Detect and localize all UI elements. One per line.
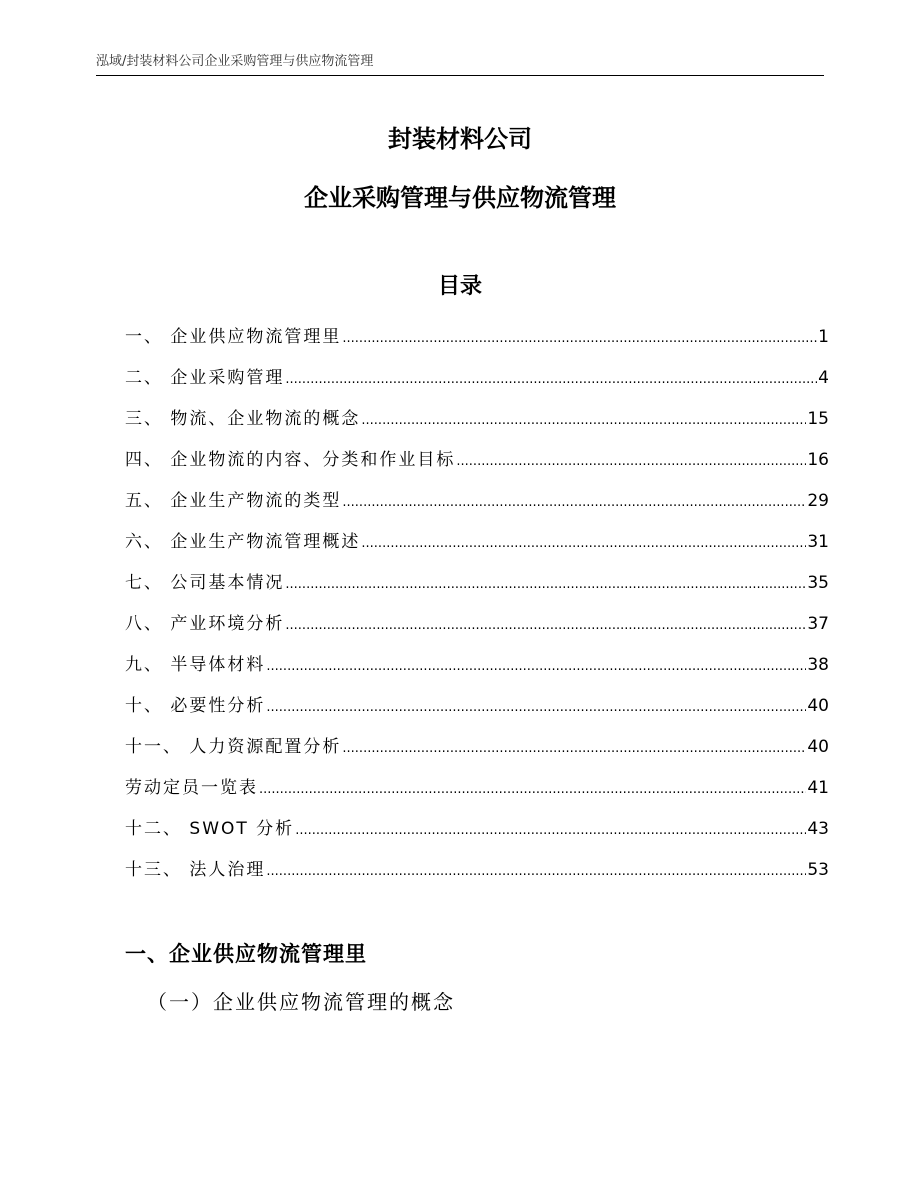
toc-entry-page: 1 <box>818 327 829 347</box>
toc-entry[interactable] <box>125 650 829 691</box>
toc-dot-leader <box>259 775 806 805</box>
toc-entry-page: 53 <box>807 860 829 880</box>
toc-dot-leader <box>342 488 806 518</box>
table-of-contents <box>125 322 829 896</box>
toc-entry[interactable] <box>125 691 829 732</box>
toc-entry[interactable] <box>125 486 829 527</box>
toc-entry-page: 43 <box>807 819 829 839</box>
toc-dot-leader <box>266 652 806 682</box>
toc-entry-title: 十二、 SWOT 分析 <box>125 819 295 839</box>
running-header: 泓域/封装材料公司企业采购管理与供应物流管理 <box>96 54 374 69</box>
toc-dot-leader <box>456 447 806 477</box>
toc-entry-title: 三、 物流、企业物流的概念 <box>125 409 361 429</box>
toc-entry[interactable] <box>125 322 829 363</box>
toc-entry-page: 15 <box>807 409 829 429</box>
toc-entry-page: 4 <box>818 368 829 388</box>
toc-entry-page: 35 <box>807 573 829 593</box>
document-title-line2: 企业采购管理与供应物流管理 <box>304 184 616 212</box>
toc-entry[interactable] <box>125 609 829 650</box>
toc-entry[interactable] <box>125 363 829 404</box>
toc-dot-leader <box>285 611 806 641</box>
section-heading: 一、企业供应物流管理里 <box>125 942 367 966</box>
toc-entry[interactable] <box>125 404 829 445</box>
toc-dot-leader <box>342 324 817 354</box>
toc-dot-leader <box>285 570 806 600</box>
toc-entry-page: 38 <box>807 655 829 675</box>
toc-entry-title: 十三、 法人治理 <box>125 860 266 880</box>
toc-entry-title: 九、 半导体材料 <box>125 655 266 675</box>
toc-dot-leader <box>342 734 806 764</box>
toc-dot-leader <box>295 816 806 846</box>
toc-dot-leader <box>285 365 817 395</box>
toc-entry-page: 31 <box>807 532 829 552</box>
toc-heading: 目录 <box>437 274 482 299</box>
header-divider <box>96 75 824 76</box>
toc-entry-page: 40 <box>807 737 829 757</box>
toc-dot-leader <box>361 406 806 436</box>
toc-entry[interactable] <box>125 445 829 486</box>
toc-dot-leader <box>266 857 806 887</box>
toc-dot-leader <box>266 693 806 723</box>
toc-entry-title: 劳动定员一览表 <box>125 778 258 798</box>
toc-entry[interactable] <box>125 773 829 814</box>
toc-entry-title: 一、 企业供应物流管理里 <box>125 327 342 347</box>
toc-entry-title: 四、 企业物流的内容、分类和作业目标 <box>125 450 456 470</box>
toc-entry[interactable] <box>125 568 829 609</box>
toc-entry-page: 41 <box>807 778 829 798</box>
toc-entry-title: 六、 企业生产物流管理概述 <box>125 532 361 552</box>
toc-entry-page: 40 <box>807 696 829 716</box>
toc-entry-page: 29 <box>807 491 829 511</box>
toc-entry[interactable] <box>125 855 829 896</box>
toc-entry[interactable] <box>125 527 829 568</box>
toc-dot-leader <box>361 529 806 559</box>
subsection-heading: （一）企业供应物流管理的概念 <box>147 990 455 1014</box>
toc-entry[interactable] <box>125 732 829 773</box>
toc-entry-title: 十一、 人力资源配置分析 <box>125 737 342 757</box>
toc-entry-page: 37 <box>807 614 829 634</box>
toc-entry-title: 二、 企业采购管理 <box>125 368 285 388</box>
toc-entry-title: 十、 必要性分析 <box>125 696 266 716</box>
document-title-line1: 封装材料公司 <box>388 125 532 153</box>
toc-entry-page: 16 <box>807 450 829 470</box>
toc-entry[interactable] <box>125 814 829 855</box>
toc-entry-title: 五、 企业生产物流的类型 <box>125 491 342 511</box>
toc-entry-title: 八、 产业环境分析 <box>125 614 285 634</box>
toc-entry-title: 七、 公司基本情况 <box>125 573 285 593</box>
